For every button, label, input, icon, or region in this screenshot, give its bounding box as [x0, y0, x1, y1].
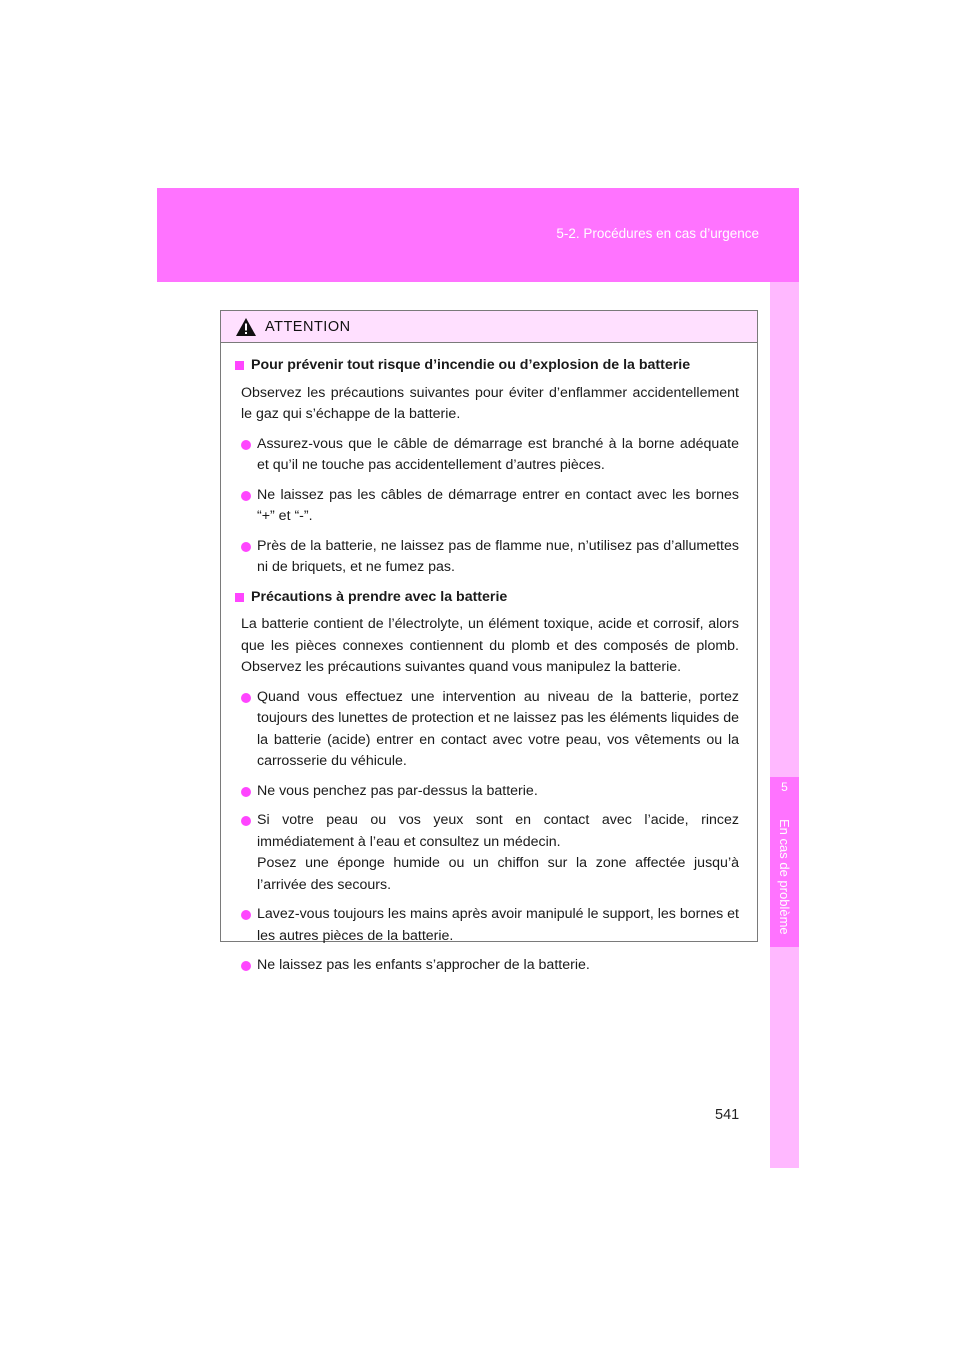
section-intro: Observez les précautions suivantes pour éviter d’enflammer accidentellement le gaz qui s’échappe de la batterie. [241, 384, 739, 422]
circle-bullet-icon [241, 910, 251, 920]
list-item [235, 434, 739, 477]
warning-body [221, 343, 757, 977]
list-item-line: Près de la batterie, ne laissez pas de flamme nue, n’utilisez pas d’allumettes ni de briquets, et ne fumez pas. [257, 537, 739, 575]
chapter-number: 5 [781, 780, 788, 794]
list-item-line: Ne laissez pas les câbles de démarrage entrer en contact avec les bornes “+” et “-”. [257, 486, 739, 524]
circle-bullet-icon [241, 816, 251, 826]
square-bullet-icon [235, 593, 244, 602]
list-item-line: Quand vous effectuez une intervention au niveau de la batterie, portez toujours des lunettes de protection et ne laissez pas les éléments liquides de la batterie (acide) entrer en contact avec votre peau, vos vêtements ou la carrosserie du véhicule. [257, 688, 739, 769]
circle-bullet-icon [241, 787, 251, 797]
header-band [157, 188, 799, 282]
list-item-line: Assurez-vous que le câble de démarrage est branché à la borne adéquate et qu’il ne touche pas accidentellement d’autres pièces. [257, 435, 739, 473]
square-bullet-icon [235, 361, 244, 370]
list-item [235, 687, 739, 773]
circle-bullet-icon [241, 542, 251, 552]
page-number: 541 [715, 1107, 740, 1123]
circle-bullet-icon [241, 693, 251, 703]
warning-box [220, 310, 758, 973]
list-item-text [257, 810, 739, 896]
list-item-line: Posez une éponge humide ou un chiffon sur la zone affectée jusqu’à l’arrivée des secours. [257, 855, 739, 893]
section-intro: La batterie contient de l’électrolyte, un élément toxique, acide et corrosif, alors que les pièces connexes contiennent du plomb et des composés de plomb. Observez les précautions suivantes quand vous manipulez la batterie. [241, 616, 739, 675]
section-heading-text: Pour prévenir tout risque d’incendie ou d’explosion de la batterie [251, 357, 691, 373]
list-item-text [257, 904, 739, 947]
section-heading-text: Précautions à prendre avec la batterie [251, 588, 508, 605]
list-item-text [257, 687, 739, 773]
list-item [235, 904, 739, 947]
list-item [235, 955, 739, 977]
warning-icon [235, 317, 257, 337]
warning-title: ATTENTION [265, 318, 351, 335]
list-item-line: Ne vous penchez pas par-dessus la batterie. [257, 782, 538, 799]
circle-bullet-icon [241, 440, 251, 450]
chapter-label: En cas de problème [777, 819, 792, 935]
circle-bullet-icon [241, 491, 251, 501]
section-heading [235, 355, 739, 377]
section-title: 5-2. Procédures en cas d’urgence [556, 226, 759, 241]
circle-bullet-icon [241, 961, 251, 971]
side-tab [770, 282, 799, 1168]
list-item-line: Si votre peau ou vos yeux sont en contact avec l’acide, rincez immédiatement à l’eau et consultez un médecin. [257, 812, 739, 850]
list-item-text [257, 434, 739, 477]
list-item [235, 536, 739, 579]
list-item [235, 485, 739, 528]
warning-header [221, 311, 757, 343]
list-item [235, 810, 739, 896]
list-item-text [257, 781, 739, 803]
list-item-text [257, 485, 739, 528]
list-item [235, 781, 739, 803]
list-item-text [257, 536, 739, 579]
list-item-text [257, 955, 739, 977]
section-heading [235, 587, 739, 609]
list-item-line: Lavez-vous toujours les mains après avoir manipulé le support, les bornes et les autres pièces de la batterie. [257, 906, 739, 944]
list-item-line: Ne laissez pas les enfants s’approcher de la batterie. [257, 957, 590, 973]
